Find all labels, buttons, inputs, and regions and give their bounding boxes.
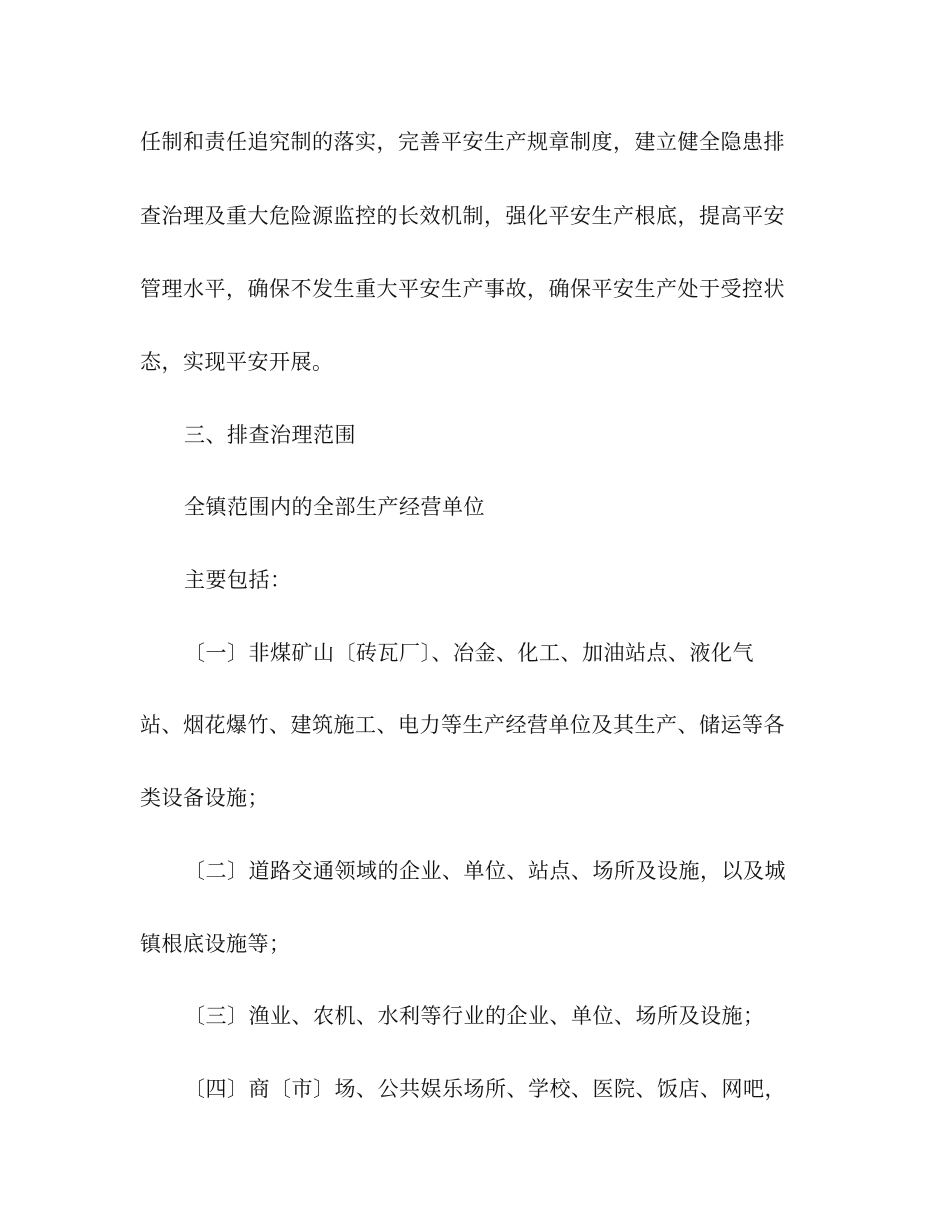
list-item-1-line-2: 站、烟花爆竹、建筑施工、电力等生产经营单位及其生产、储运等各 — [140, 713, 785, 737]
list-item-4-line-1: 〔四〕商〔市〕场、公共娱乐场所、学校、医院、饭店、网吧， — [184, 1077, 786, 1101]
section-heading: 三、排查治理范围 — [184, 423, 356, 447]
text-line-3: 管理水平，确保不发生重大平安生产事故，确保平安生产处于受控状 — [140, 277, 785, 301]
text-line-7: 主要包括： — [184, 568, 292, 592]
text-line-2: 查治理及重大危险源监控的长效机制，强化平安生产根底，提高平安 — [140, 204, 785, 228]
text-line-1: 任制和责任追究制的落实，完善平安生产规章制度，建立健全隐患排 — [140, 130, 785, 154]
text-line-4: 态，实现平安开展。 — [140, 350, 334, 374]
text-line-6: 全镇范围内的全部生产经营单位 — [184, 495, 485, 519]
list-item-3-line-1: 〔三〕渔业、农机、水利等行业的企业、单位、场所及设施； — [184, 1004, 765, 1028]
list-item-2-line-2: 镇根底设施等； — [140, 932, 291, 956]
list-item-1-line-3: 类设备设施； — [140, 786, 269, 810]
list-item-2-line-1: 〔二〕道路交通领域的企业、单位、站点、场所及设施，以及城 — [184, 859, 786, 883]
list-item-1-line-1: 〔一〕非煤矿山〔砖瓦厂〕、冶金、化工、加油站点、液化气 — [184, 641, 754, 665]
